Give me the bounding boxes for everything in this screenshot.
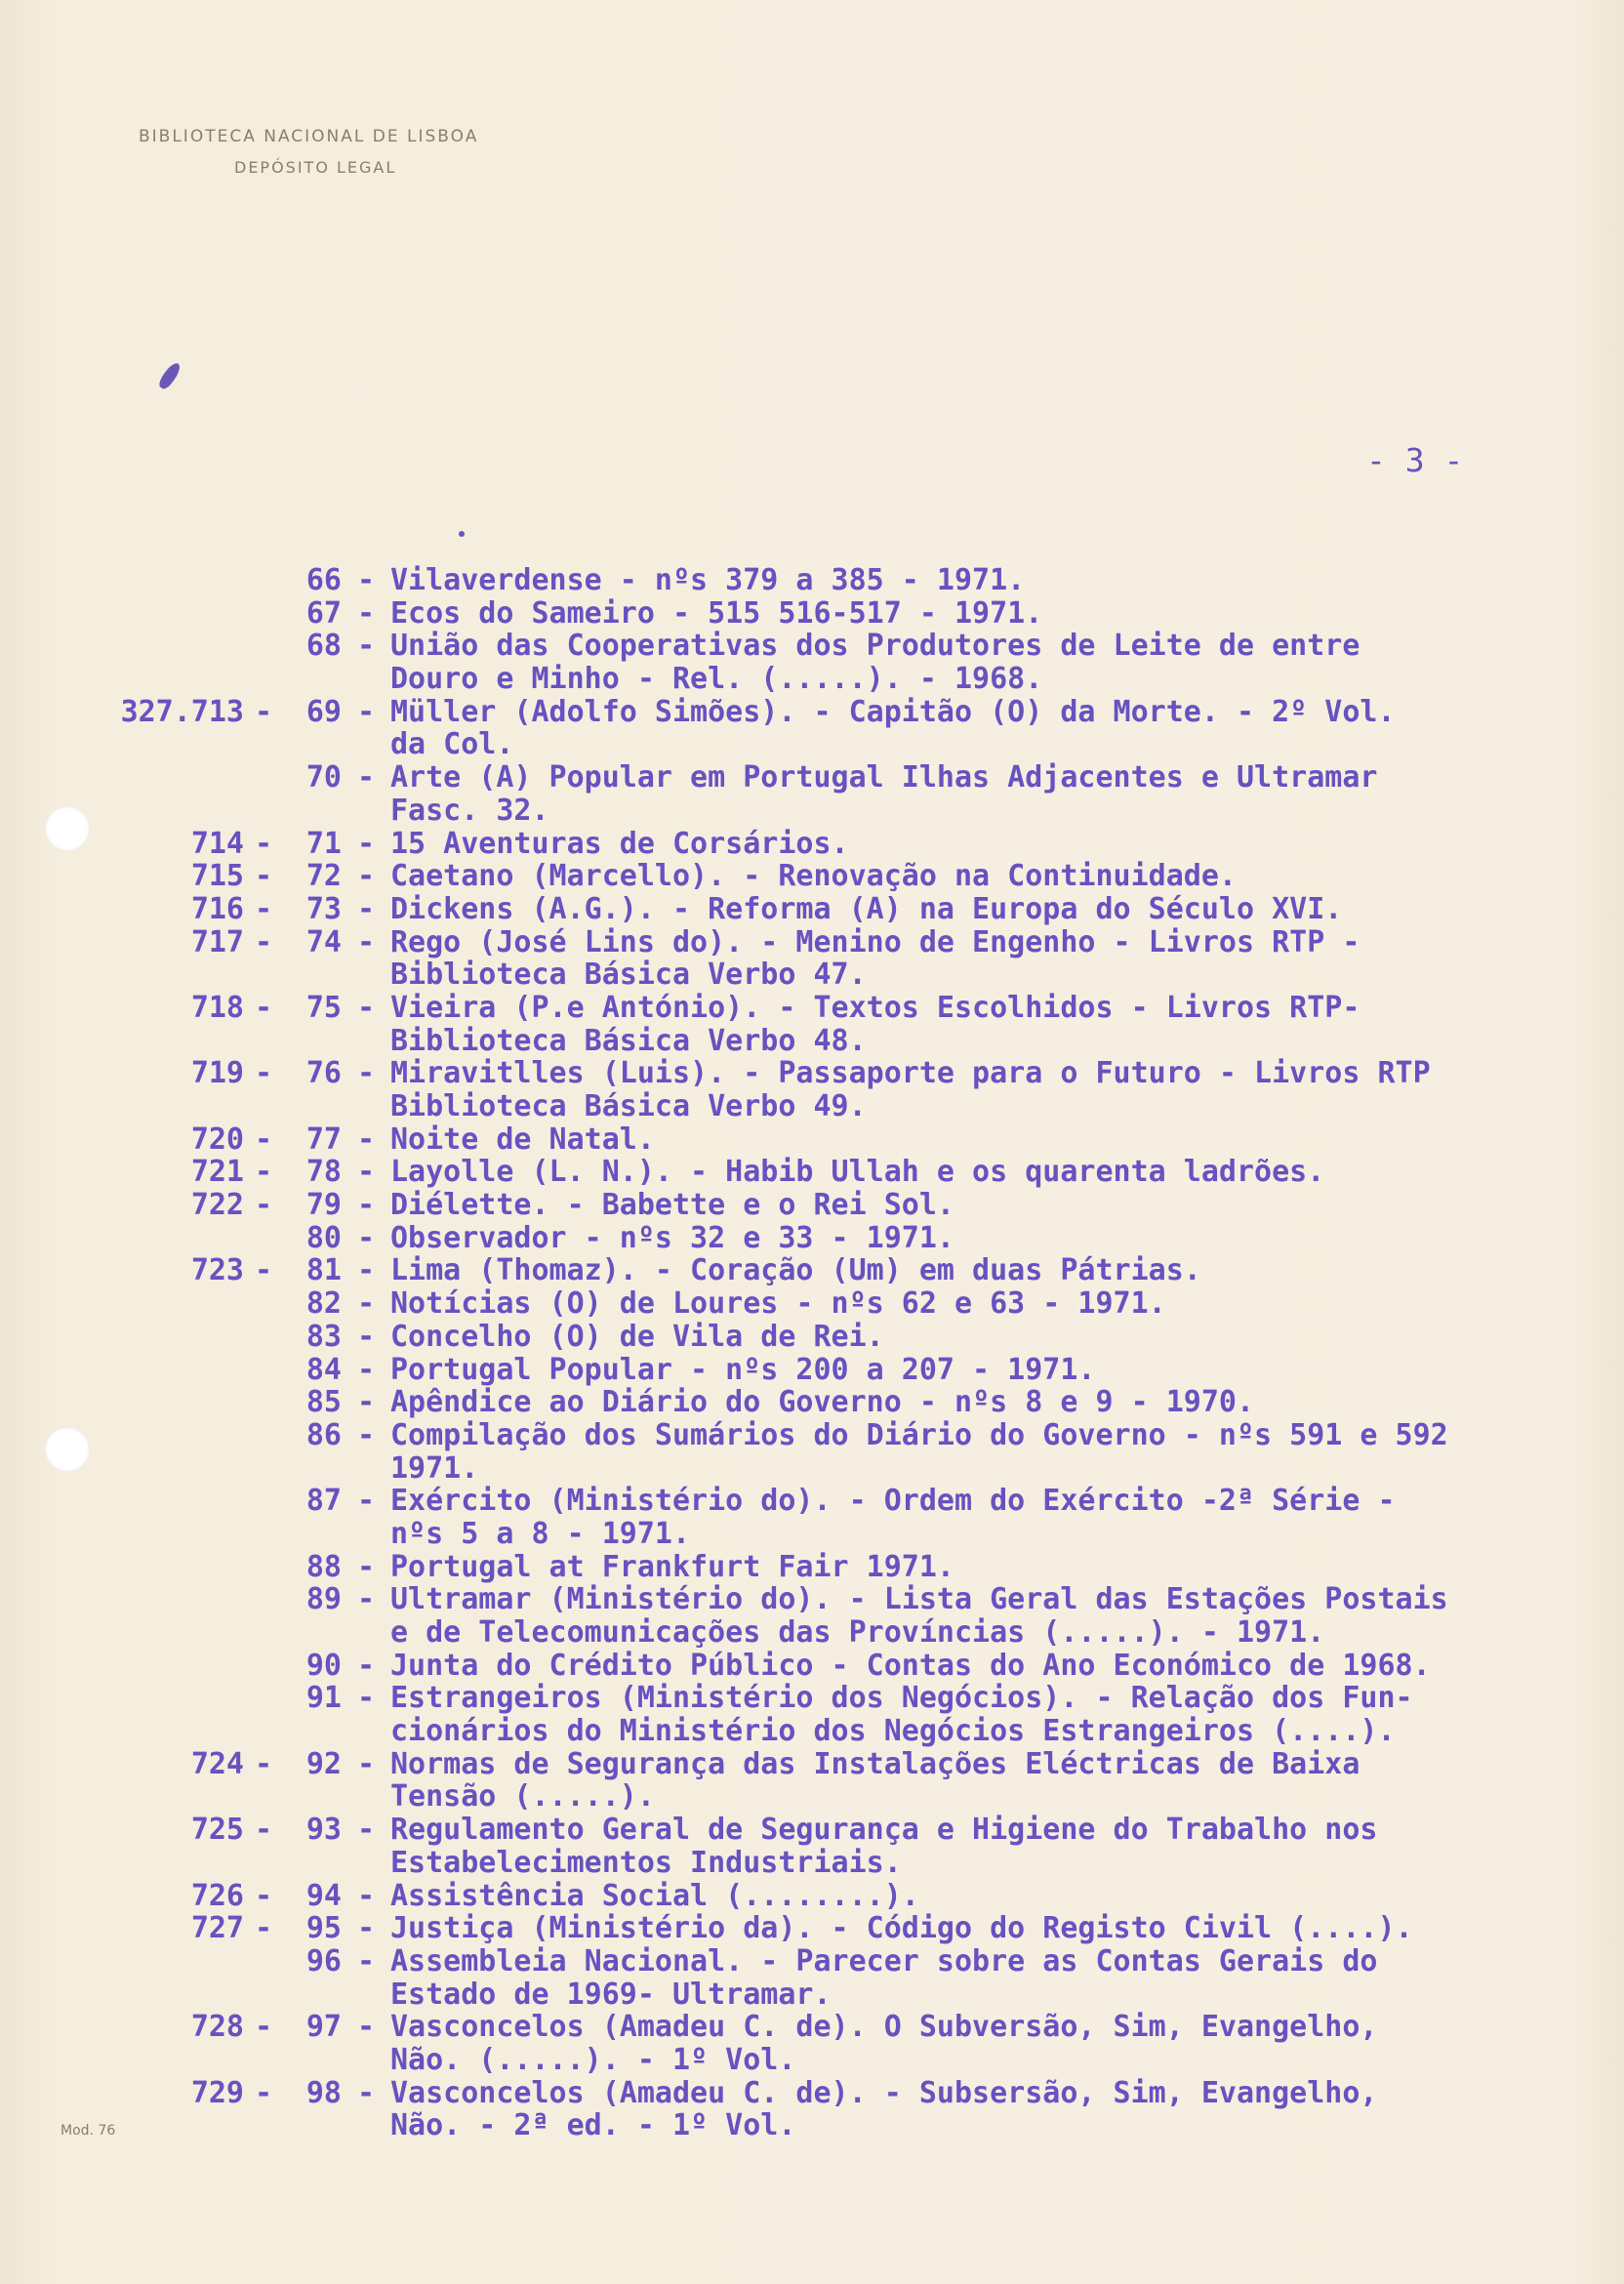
- entry-line: [107, 1518, 1591, 1551]
- entry-number: [283, 795, 342, 828]
- entry-number: 91: [305, 1681, 342, 1716]
- catalog-number: [107, 1715, 244, 1748]
- separator: -: [356, 1911, 376, 1946]
- entry-number: 72: [305, 859, 342, 894]
- entry-line: [107, 663, 1591, 696]
- entry-text: Vieira (P.e António). - Textos Escolhidos - Livros RTP-: [390, 990, 1360, 1025]
- catalog-number: [107, 1847, 244, 1880]
- entry-text: Müller (Adolfo Simões). - Capitão (O) da Morte. - 2º Vol.: [390, 694, 1396, 729]
- entry-text: Justiça (Ministério da). - Código do Registo Civil (....).: [390, 1911, 1413, 1946]
- entry-line: [107, 2109, 1591, 2142]
- separator: -: [356, 1746, 376, 1781]
- entry-number: [283, 1090, 342, 1123]
- entry-number: 89: [305, 1582, 342, 1617]
- separator: [342, 663, 390, 696]
- register-entries: [107, 564, 1591, 2142]
- catalog-number: 718: [190, 990, 244, 1025]
- entry-number: [283, 1847, 342, 1880]
- entry-line: [107, 2044, 1591, 2077]
- separator: [244, 1025, 283, 1058]
- catalog-number: [107, 1682, 244, 1715]
- entry-text: Normas de Segurança das Instalações Eléctricas de Baixa: [390, 1746, 1360, 1781]
- separator: [342, 728, 390, 761]
- catalog-number: 729: [190, 2075, 244, 2110]
- separator: -: [356, 1681, 376, 1716]
- separator: -: [356, 1122, 376, 1157]
- entry-text: Miravitlles (Luis). - Passaporte para o Futuro - Livros RTP: [390, 1056, 1431, 1091]
- catalog-number: [107, 1090, 244, 1123]
- entry-line: [107, 1780, 1591, 1814]
- entry-text: Layolle (L. N.). - Habib Ullah e os quarenta ladrões.: [390, 1155, 1325, 1190]
- entry-text: Caetano (Marcello). - Renovação na Continuidade.: [390, 859, 1237, 894]
- entry-text: Compilação dos Sumários do Diário do Governo - nºs 591 e 592: [390, 1417, 1448, 1452]
- entry-line: [107, 1485, 1591, 1518]
- entry-line: [107, 795, 1591, 828]
- separator: -: [254, 2075, 273, 2110]
- separator: -: [254, 1188, 273, 1223]
- entry-text: cionários do Ministério dos Negócios Estrangeiros (....).: [390, 1714, 1396, 1749]
- separator: [244, 597, 283, 631]
- catalog-number: [107, 1287, 244, 1321]
- entry-number: 75: [305, 990, 342, 1025]
- punch-hole-bottom: [45, 1427, 90, 1472]
- entry-number: 98: [305, 2075, 342, 2110]
- entry-text: Lima (Thomaz). - Coração (Um) em duas Pátrias.: [390, 1253, 1201, 1288]
- separator: [244, 2109, 283, 2142]
- catalog-number: [107, 1452, 244, 1486]
- separator: -: [356, 1878, 376, 1913]
- catalog-number: [107, 1518, 244, 1551]
- entry-line: [107, 630, 1591, 663]
- separator: -: [254, 1253, 273, 1288]
- separator: [244, 1518, 283, 1551]
- entry-text: Arte (A) Popular em Portugal Ilhas Adjacentes e Ultramar: [390, 760, 1378, 795]
- entry-number: 85: [305, 1385, 342, 1420]
- entry-text: Ultramar (Ministério do). - Lista Geral das Estações Postais: [390, 1582, 1448, 1617]
- entry-text: Vasconcelos (Amadeu C. de). O Subversão, Sim, Evangelho,: [390, 2010, 1378, 2045]
- entry-line: [107, 2011, 1591, 2044]
- entry-line: [107, 564, 1591, 597]
- separator: -: [356, 826, 376, 861]
- ink-dot: [459, 531, 465, 537]
- entry-line: [107, 1880, 1591, 1913]
- entry-text: Portugal Popular - nºs 200 a 207 - 1971.: [390, 1352, 1096, 1387]
- catalog-number: [107, 663, 244, 696]
- entry-line: [107, 1912, 1591, 1945]
- entry-text: e de Telecomunicações das Províncias (.....). - 1971.: [390, 1615, 1325, 1650]
- entry-text: Fasc. 32.: [390, 793, 549, 828]
- entry-line: [107, 958, 1591, 992]
- separator: [244, 1650, 283, 1683]
- separator: -: [356, 1385, 376, 1420]
- separator: -: [356, 990, 376, 1025]
- entry-number: [283, 1978, 342, 2012]
- separator: -: [254, 1878, 273, 1913]
- separator: -: [356, 1943, 376, 1978]
- entry-line: [107, 926, 1591, 959]
- entry-text: 1971.: [390, 1450, 479, 1486]
- separator: -: [356, 1484, 376, 1519]
- separator: [244, 1222, 283, 1255]
- separator: [342, 2109, 390, 2142]
- separator: -: [356, 1319, 376, 1354]
- separator: [244, 1780, 283, 1814]
- entry-number: 77: [305, 1122, 342, 1157]
- separator: [342, 1847, 390, 1880]
- entry-line: [107, 1452, 1591, 1486]
- entry-line: [107, 696, 1591, 729]
- entry-text: Estabelecimentos Industriais.: [390, 1845, 902, 1880]
- entry-text: Junta do Crédito Público - Contas do Ano Económico de 1968.: [390, 1648, 1431, 1683]
- catalog-number: 715: [190, 859, 244, 894]
- entry-number: 90: [305, 1648, 342, 1683]
- entry-line: [107, 1682, 1591, 1715]
- entry-number: 82: [305, 1286, 342, 1322]
- catalog-number: [107, 630, 244, 663]
- separator: -: [356, 595, 376, 631]
- entry-text: Portugal at Frankfurt Fair 1971.: [390, 1549, 954, 1584]
- separator: [244, 1321, 283, 1354]
- separator: -: [356, 760, 376, 795]
- catalog-number: 728: [190, 2010, 244, 2045]
- catalog-number: [107, 2109, 244, 2142]
- entry-text: da Col.: [390, 727, 514, 762]
- separator: [244, 1682, 283, 1715]
- entry-number: 76: [305, 1056, 342, 1091]
- catalog-number: 327.713: [120, 694, 244, 729]
- catalog-number: 720: [190, 1122, 244, 1157]
- separator: [244, 1386, 283, 1419]
- entry-number: 94: [305, 1878, 342, 1913]
- catalog-number: 724: [190, 1746, 244, 1781]
- separator: -: [356, 1253, 376, 1288]
- entry-number: [283, 958, 342, 992]
- separator: [342, 795, 390, 828]
- institution-header: BIBLIOTECA NACIONAL DE LISBOA: [139, 127, 479, 146]
- entry-text: Dickens (A.G.). - Reforma (A) na Europa do Século XVI.: [390, 891, 1343, 926]
- entry-number: 78: [305, 1155, 342, 1190]
- entry-text: Tensão (.....).: [390, 1779, 655, 1815]
- entry-line: [107, 1321, 1591, 1354]
- catalog-number: [107, 795, 244, 828]
- catalog-number: 727: [190, 1911, 244, 1946]
- entry-number: 66: [305, 563, 342, 597]
- entry-line: [107, 597, 1591, 631]
- entry-number: 92: [305, 1746, 342, 1781]
- separator: [244, 1485, 283, 1518]
- separator: -: [356, 1286, 376, 1322]
- entry-text: Notícias (O) de Loures - nºs 62 e 63 - 1971.: [390, 1286, 1166, 1322]
- entry-text: Biblioteca Básica Verbo 47.: [390, 958, 867, 993]
- entry-line: [107, 1025, 1591, 1058]
- catalog-number: [107, 728, 244, 761]
- entry-number: [283, 2044, 342, 2077]
- separator: [244, 1452, 283, 1486]
- catalog-number: [107, 1780, 244, 1814]
- page-number: - 3 -: [1366, 441, 1464, 479]
- catalog-number: [107, 1419, 244, 1452]
- entry-line: [107, 728, 1591, 761]
- entry-line: [107, 1287, 1591, 1321]
- separator: -: [356, 1220, 376, 1255]
- separator: [342, 1715, 390, 1748]
- separator: -: [356, 1582, 376, 1617]
- entry-text: Diélette. - Babette e o Rei Sol.: [390, 1188, 954, 1223]
- catalog-number: 721: [190, 1155, 244, 1190]
- separator: -: [356, 1188, 376, 1223]
- separator: [244, 1616, 283, 1650]
- separator: [342, 1518, 390, 1551]
- separator: -: [356, 2010, 376, 2045]
- separator: -: [356, 1813, 376, 1848]
- entry-line: [107, 1419, 1591, 1452]
- separator: -: [254, 1813, 273, 1848]
- entry-line: [107, 1583, 1591, 1616]
- entry-line: [107, 1090, 1591, 1123]
- entry-number: 68: [305, 629, 342, 664]
- catalog-number: 719: [190, 1056, 244, 1091]
- entry-line: [107, 1123, 1591, 1157]
- entry-number: 93: [305, 1813, 342, 1848]
- ink-mark: [156, 360, 183, 390]
- separator: -: [254, 1056, 273, 1091]
- entry-number: 97: [305, 2010, 342, 2045]
- department-header: DEPÓSITO LEGAL: [234, 158, 397, 177]
- entry-number: 80: [305, 1220, 342, 1255]
- entry-line: [107, 1222, 1591, 1255]
- entry-number: 84: [305, 1352, 342, 1387]
- entry-text: Concelho (O) de Vila de Rei.: [390, 1319, 884, 1354]
- catalog-number: [107, 1551, 244, 1584]
- separator: -: [254, 859, 273, 894]
- entry-text: nºs 5 a 8 - 1971.: [390, 1516, 691, 1551]
- separator: [244, 761, 283, 795]
- entry-text: 15 Aventuras de Corsários.: [390, 826, 849, 861]
- separator: -: [356, 694, 376, 729]
- entry-number: [283, 663, 342, 696]
- entry-line: [107, 1189, 1591, 1222]
- entry-line: [107, 1057, 1591, 1090]
- entry-line: [107, 828, 1591, 861]
- separator: [342, 2044, 390, 2077]
- entry-number: 81: [305, 1253, 342, 1288]
- separator: -: [356, 563, 376, 597]
- separator: [244, 1090, 283, 1123]
- separator: [244, 1978, 283, 2012]
- catalog-number: 722: [190, 1188, 244, 1223]
- entry-number: [283, 2109, 342, 2142]
- entry-text: Rego (José Lins do). - Menino de Engenho - Livros RTP -: [390, 924, 1360, 959]
- separator: -: [254, 924, 273, 959]
- entry-number: [283, 1715, 342, 1748]
- entry-line: [107, 893, 1591, 926]
- separator: -: [356, 924, 376, 959]
- separator: [244, 958, 283, 992]
- entry-number: [283, 1780, 342, 1814]
- separator: -: [356, 1352, 376, 1387]
- entry-text: Exército (Ministério do). - Ordem do Exército -2ª Série -: [390, 1484, 1396, 1519]
- catalog-number: [107, 564, 244, 597]
- separator: -: [356, 2075, 376, 2110]
- separator: [342, 958, 390, 992]
- entry-number: 83: [305, 1319, 342, 1354]
- separator: -: [356, 1056, 376, 1091]
- separator: -: [254, 826, 273, 861]
- separator: -: [356, 891, 376, 926]
- catalog-number: [107, 1485, 244, 1518]
- separator: -: [356, 1417, 376, 1452]
- punch-hole-top: [45, 806, 90, 851]
- separator: [342, 1452, 390, 1486]
- entry-text: Estado de 1969- Ultramar.: [390, 1977, 832, 2012]
- catalog-number: [107, 1978, 244, 2012]
- entry-line: [107, 1847, 1591, 1880]
- entry-number: 67: [305, 595, 342, 631]
- separator: -: [254, 891, 273, 926]
- separator: [342, 1780, 390, 1814]
- entry-number: 70: [305, 760, 342, 795]
- entry-line: [107, 1650, 1591, 1683]
- entry-line: [107, 761, 1591, 795]
- entry-number: 96: [305, 1943, 342, 1978]
- entry-text: Assistência Social (........).: [390, 1878, 919, 1913]
- entry-number: [283, 728, 342, 761]
- entry-line: [107, 1748, 1591, 1781]
- separator: -: [356, 629, 376, 664]
- entry-line: [107, 1616, 1591, 1650]
- catalog-number: 714: [190, 826, 244, 861]
- form-code: Mod. 76: [61, 2123, 116, 2139]
- catalog-number: [107, 1386, 244, 1419]
- entry-number: [283, 1025, 342, 1058]
- entry-number: 71: [305, 826, 342, 861]
- entry-line: [107, 1551, 1591, 1584]
- entry-line: [107, 1254, 1591, 1287]
- separator: -: [356, 1549, 376, 1584]
- entry-text: Douro e Minho - Rel. (.....). - 1968.: [390, 662, 1043, 697]
- entry-number: [283, 1452, 342, 1486]
- entry-text: Assembleia Nacional. - Parecer sobre as Contas Gerais do: [390, 1943, 1378, 1978]
- catalog-number: [107, 1025, 244, 1058]
- separator: -: [356, 1155, 376, 1190]
- catalog-number: 717: [190, 924, 244, 959]
- entry-text: Não. - 2ª ed. - 1º Vol.: [390, 2108, 796, 2143]
- catalog-number: [107, 1583, 244, 1616]
- catalog-number: [107, 1650, 244, 1683]
- catalog-number: [107, 1616, 244, 1650]
- entry-text: União das Cooperativas dos Produtores de Leite de entre: [390, 629, 1360, 664]
- entry-text: Observador - nºs 32 e 33 - 1971.: [390, 1220, 954, 1255]
- separator: [342, 1978, 390, 2012]
- entry-line: [107, 1978, 1591, 2012]
- separator: [244, 564, 283, 597]
- separator: -: [254, 1155, 273, 1190]
- separator: [244, 795, 283, 828]
- entry-line: [107, 1945, 1591, 1978]
- separator: [244, 630, 283, 663]
- separator: [244, 1715, 283, 1748]
- catalog-number: [107, 1354, 244, 1387]
- entry-number: 79: [305, 1188, 342, 1223]
- separator: -: [356, 859, 376, 894]
- separator: -: [254, 990, 273, 1025]
- entry-number: 69: [305, 694, 342, 729]
- entry-line: [107, 1715, 1591, 1748]
- catalog-number: [107, 761, 244, 795]
- entry-line: [107, 1386, 1591, 1419]
- separator: -: [254, 1122, 273, 1157]
- catalog-number: 725: [190, 1813, 244, 1848]
- separator: [244, 1419, 283, 1452]
- separator: -: [254, 1746, 273, 1781]
- entry-text: Vilaverdense - nºs 379 a 385 - 1971.: [390, 563, 1026, 597]
- entry-line: [107, 2077, 1591, 2110]
- catalog-number: 716: [190, 891, 244, 926]
- catalog-number: [107, 597, 244, 631]
- separator: [244, 1583, 283, 1616]
- catalog-number: 723: [190, 1253, 244, 1288]
- entry-number: [283, 1518, 342, 1551]
- entry-line: [107, 1814, 1591, 1847]
- separator: [244, 1551, 283, 1584]
- separator: -: [254, 1911, 273, 1946]
- separator: -: [356, 1648, 376, 1683]
- separator: [342, 1025, 390, 1058]
- entry-text: Biblioteca Básica Verbo 49.: [390, 1089, 867, 1123]
- separator: [244, 1945, 283, 1978]
- separator: [342, 1616, 390, 1650]
- entry-number: 73: [305, 891, 342, 926]
- entry-text: Biblioteca Básica Verbo 48.: [390, 1023, 867, 1058]
- entry-text: Regulamento Geral de Segurança e Higiene do Trabalho nos: [390, 1813, 1378, 1848]
- separator: [342, 1090, 390, 1123]
- entry-line: [107, 1156, 1591, 1189]
- separator: [244, 1847, 283, 1880]
- entry-text: Estrangeiros (Ministério dos Negócios). - Relação dos Fun-: [390, 1681, 1413, 1716]
- separator: [244, 1287, 283, 1321]
- entry-number: 86: [305, 1417, 342, 1452]
- catalog-number: [107, 1222, 244, 1255]
- entry-number: 74: [305, 924, 342, 959]
- entry-text: Vasconcelos (Amadeu C. de). - Subsersão, Sim, Evangelho,: [390, 2075, 1378, 2110]
- catalog-number: [107, 2044, 244, 2077]
- entry-text: Apêndice ao Diário do Governo - nºs 8 e 9 - 1970.: [390, 1385, 1255, 1420]
- entry-text: Não. (.....). - 1º Vol.: [390, 2042, 796, 2077]
- separator: [244, 1354, 283, 1387]
- separator: -: [254, 694, 273, 729]
- entry-number: [283, 1616, 342, 1650]
- catalog-number: [107, 1321, 244, 1354]
- entry-line: [107, 992, 1591, 1025]
- catalog-number: [107, 1945, 244, 1978]
- entry-number: 95: [305, 1911, 342, 1946]
- entry-number: 87: [305, 1484, 342, 1519]
- entry-number: 88: [305, 1549, 342, 1584]
- separator: [244, 728, 283, 761]
- entry-line: [107, 1354, 1591, 1387]
- entry-text: Noite de Natal.: [390, 1122, 655, 1157]
- entry-text: Ecos do Sameiro - 515 516-517 - 1971.: [390, 595, 1043, 631]
- entry-line: [107, 860, 1591, 893]
- separator: [244, 663, 283, 696]
- catalog-number: 726: [190, 1878, 244, 1913]
- catalog-number: [107, 958, 244, 992]
- separator: [244, 2044, 283, 2077]
- separator: -: [254, 2010, 273, 2045]
